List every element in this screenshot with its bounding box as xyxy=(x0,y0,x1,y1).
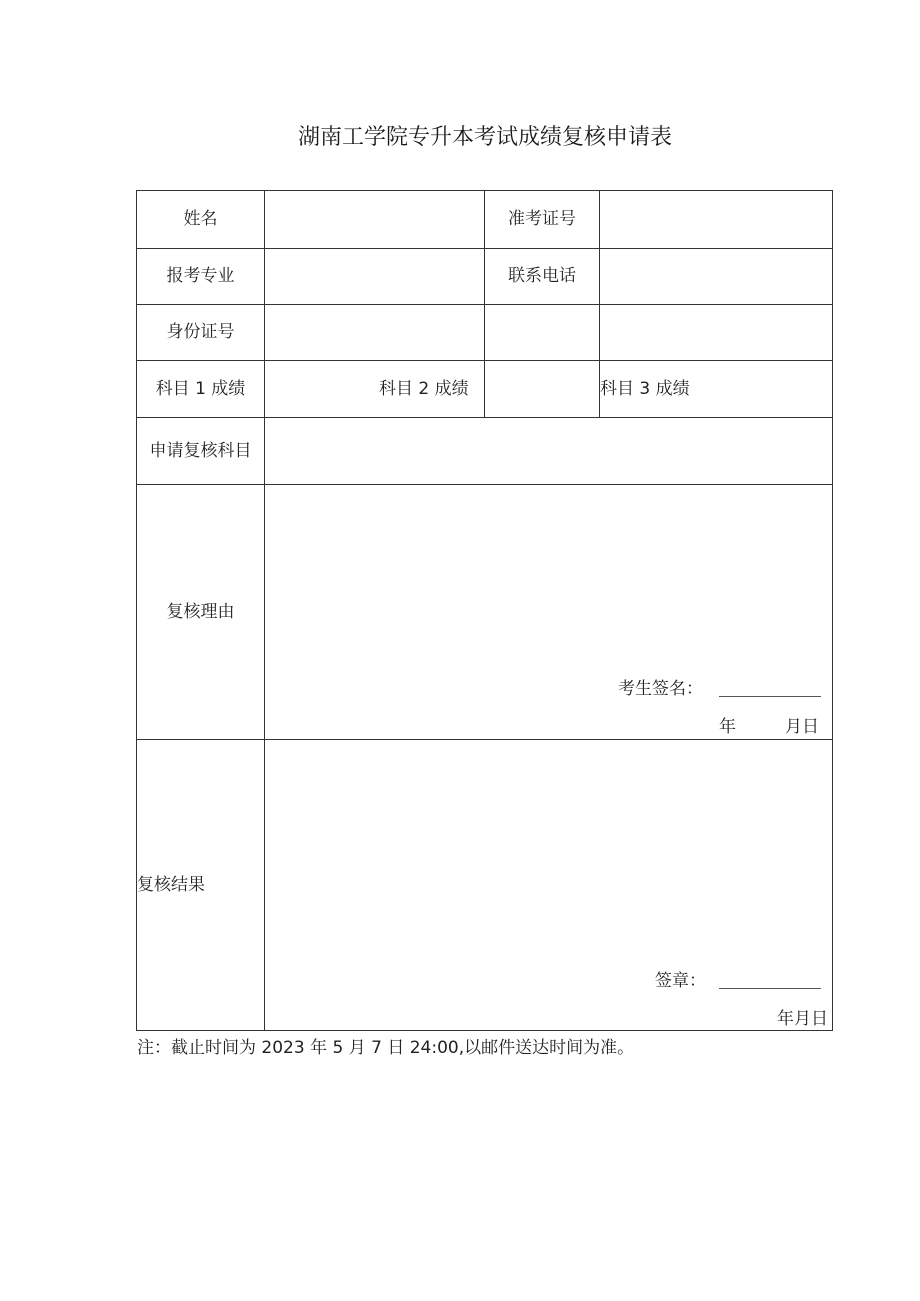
subject1-score-label: 科目 1 成绩 xyxy=(155,379,246,399)
id-number-field[interactable] xyxy=(265,305,484,360)
table-border-bottom xyxy=(136,1030,833,1031)
reason-date-year: 年 xyxy=(719,717,736,737)
subject2-score-label: 科目 2 成绩 xyxy=(379,379,469,399)
table-border-right xyxy=(832,190,833,1031)
major-label: 报考专业 xyxy=(166,266,235,286)
subject3-score-label: 科目 3 成绩 xyxy=(600,379,690,399)
id-number-label: 身份证号 xyxy=(166,322,235,342)
admission-ticket-field[interactable] xyxy=(600,192,832,248)
seal-line[interactable] xyxy=(719,988,821,989)
result-date: 年月日 xyxy=(777,1009,828,1029)
phone-label: 联系电话 xyxy=(508,266,576,286)
review-subject-field[interactable] xyxy=(265,418,832,484)
review-subject-label: 申请复核科目 xyxy=(149,441,252,461)
seal-label: 签章： xyxy=(655,971,706,991)
admission-ticket-label: 准考证号 xyxy=(508,209,576,229)
reason-date-month-day: 月日 xyxy=(785,717,819,737)
deadline-note: 注：截止时间为 2023 年 5 月 7 日 24:00,以邮件送达时间为准。 xyxy=(137,1038,635,1058)
document-title: 湖南工学院专升本考试成绩复核申请表 xyxy=(297,125,672,150)
review-result-field[interactable] xyxy=(265,740,832,960)
name-field[interactable] xyxy=(265,192,484,248)
review-reason-label: 复核理由 xyxy=(166,602,235,622)
review-result-label: 复核结果 xyxy=(137,875,205,895)
name-label: 姓名 xyxy=(183,209,218,229)
candidate-signature-label: 考生签名： xyxy=(618,679,703,699)
candidate-signature-line[interactable] xyxy=(719,696,821,697)
major-field[interactable] xyxy=(265,249,484,304)
review-reason-field[interactable] xyxy=(265,485,832,670)
phone-field[interactable] xyxy=(600,249,832,304)
